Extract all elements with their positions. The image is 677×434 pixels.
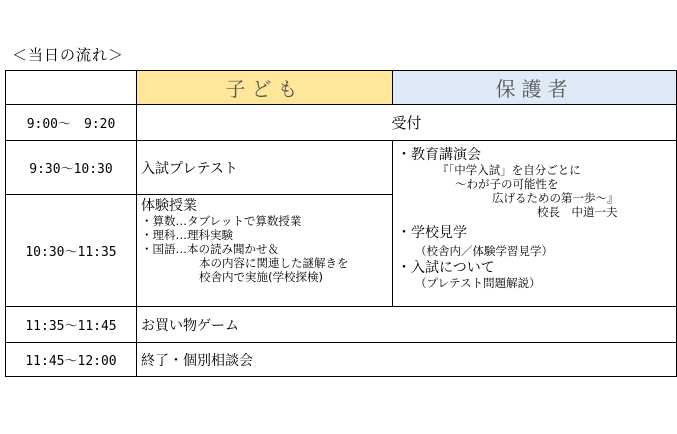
shopping-game-cell: お買い物ゲーム bbox=[137, 307, 677, 343]
header-empty bbox=[6, 71, 137, 105]
trial-class-line: 校舎内で実施(学校探検) bbox=[199, 270, 323, 284]
trial-class-line: ・算数…タブレットで算数授業 bbox=[141, 214, 302, 228]
reception-cell: 受付 bbox=[137, 105, 677, 141]
trial-class-cell bbox=[137, 195, 393, 307]
time-cell: 9:30～10:30 bbox=[6, 141, 137, 195]
table-row bbox=[6, 105, 677, 141]
schedule-table bbox=[5, 70, 677, 377]
seminar-line: 広げるための第一歩～』 bbox=[492, 191, 619, 205]
tour-title: ・学校見学 bbox=[397, 225, 467, 241]
table-row bbox=[6, 141, 677, 195]
time-cell: 11:45～12:00 bbox=[6, 343, 137, 377]
exam-title: ・入試について bbox=[397, 260, 495, 276]
trial-class-title: 体験授業 bbox=[141, 198, 197, 214]
seminar-title: ・教育講演会 bbox=[397, 147, 481, 163]
time-cell: 9:00～ 9:20 bbox=[6, 105, 137, 141]
header-row bbox=[6, 71, 677, 105]
tour-subtitle: （校舎内／体験学習見学） bbox=[415, 244, 553, 258]
seminar-line: ～わが子の可能性を bbox=[455, 177, 559, 191]
parents-program-cell bbox=[393, 141, 677, 307]
closing-cell: 終了・個別相談会 bbox=[137, 343, 677, 377]
trial-class-line: 本の内容に関連した謎解きを bbox=[199, 256, 349, 270]
pretest-cell: 入試プレテスト bbox=[137, 141, 393, 195]
trial-class-line: ・国語…本の読み聞かせ＆ bbox=[141, 242, 279, 256]
exam-subtitle: （プレテスト問題解説） bbox=[415, 276, 541, 290]
seminar-line: 『「中学入試」を自分ごとに bbox=[437, 163, 581, 177]
table-row bbox=[6, 307, 677, 343]
time-cell: 10:30～11:35 bbox=[6, 195, 137, 307]
header-parents: 保護者 bbox=[393, 71, 677, 105]
table-row bbox=[6, 343, 677, 377]
header-kids: 子ども bbox=[137, 71, 393, 105]
trial-class-line: ・理科…理科実験 bbox=[141, 228, 233, 242]
seminar-speaker: 校長 中道一夫 bbox=[537, 205, 618, 219]
page-title: ＜当日の流れ＞ bbox=[12, 46, 125, 64]
time-cell: 11:35～11:45 bbox=[6, 307, 137, 343]
